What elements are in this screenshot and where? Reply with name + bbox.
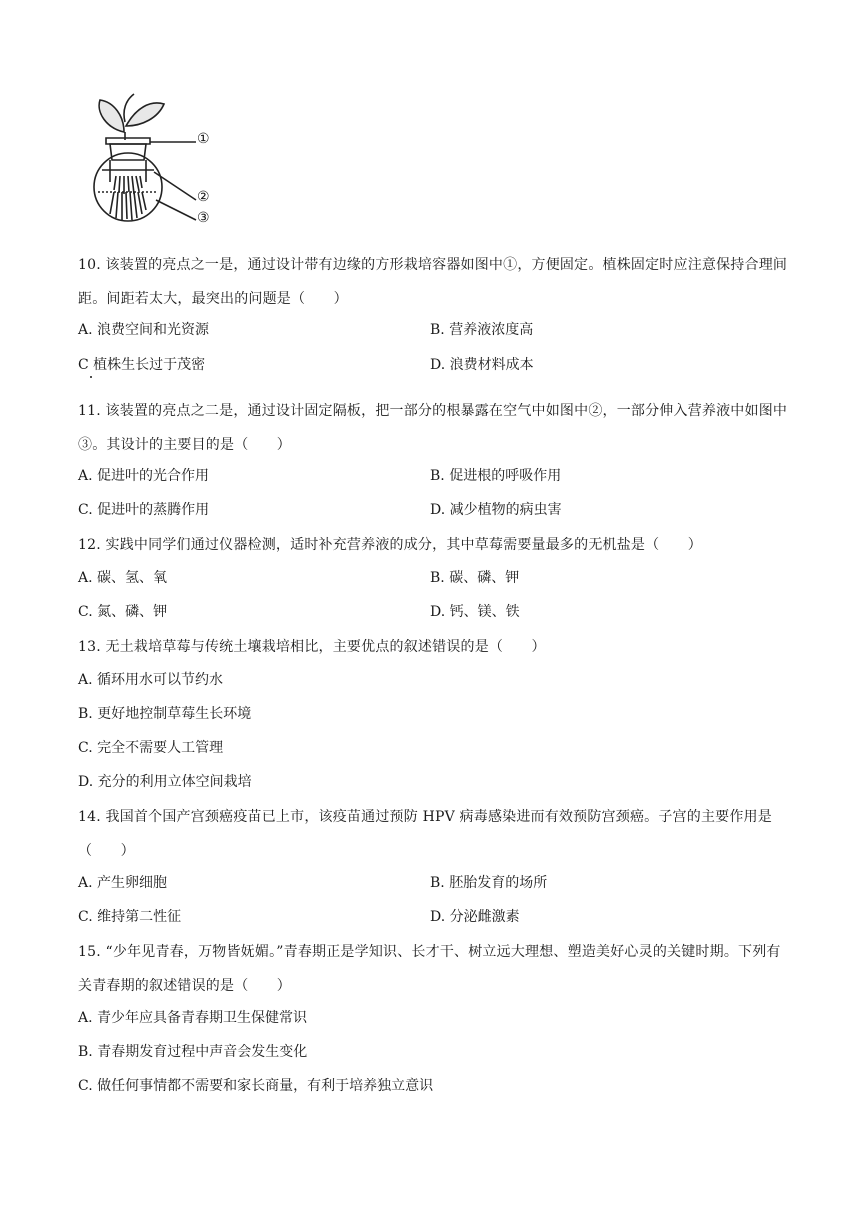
question-11-option-d: D. 减少植物的病虫害 xyxy=(430,502,562,518)
question-14-option-b: B. 胚胎发育的场所 xyxy=(430,875,548,891)
question-14-stem: 14. 我国首个国产宫颈癌疫苗已上市，该疫苗通过预防 HPV 病毒感染进而有效预防宫颈癌。子宫的主要作用是（ ） xyxy=(78,809,772,859)
question-13-option-a: A. 循环用水可以节约水 xyxy=(78,672,224,688)
question-13-option-c: C. 完全不需要人工管理 xyxy=(78,740,224,756)
question-15-option-a: A. 青少年应具备青春期卫生保健常识 xyxy=(78,1010,308,1026)
question-12-option-c: C. 氮、磷、钾 xyxy=(78,604,168,620)
question-12-option-d: D. 钙、镁、铁 xyxy=(430,604,520,620)
question-12-option-b: B. 碳、磷、钾 xyxy=(430,570,520,586)
question-10-stem: 10. 该装置的亮点之一是，通过设计带有边缘的方形栽培容器如图中①，方便固定。植株固定时应注意保持合理间距。间距若太大，最突出的问题是（ ） xyxy=(78,257,788,307)
question-15-option-b: B. 青春期发育过程中声音会发生变化 xyxy=(78,1044,308,1060)
question-11-option-c: C. 促进叶的蒸腾作用 xyxy=(78,502,210,518)
figure-label-1: ① xyxy=(197,131,210,147)
question-12-option-a: A. 碳、氢、氧 xyxy=(78,570,168,586)
question-13-option-b: B. 更好地控制草莓生长环境 xyxy=(78,706,252,722)
question-14-option-c: C. 维持第二性征 xyxy=(78,909,182,925)
question-15-stem: 15. “少年见青春，万物皆妩媚。”青春期正是学知识、长才干、树立远大理想、塑造美好心灵的关键时期。下列有关青春期的叙述错误的是（ ） xyxy=(78,944,781,994)
question-11-stem: 11. 该装置的亮点之二是，通过设计固定隔板，把一部分的根暴露在空气中如图中②，一部分伸入营养液中如图中③。其设计的主要目的是（ ） xyxy=(78,403,788,453)
question-14-option-a: A. 产生卵细胞 xyxy=(78,875,168,891)
question-11-option-a: A. 促进叶的光合作用 xyxy=(78,468,210,484)
question-12-stem: 12. 实践中同学们通过仪器检测，适时补充营养液的成分，其中草莓需要量最多的无机盐是（ ） xyxy=(78,537,702,553)
question-15-option-c: C. 做任何事情都不需要和家长商量，有利于培养独立意识 xyxy=(78,1078,434,1094)
question-13-option-d: D. 充分的利用立体空间栽培 xyxy=(78,774,252,790)
question-10-option-c: C 植株生长过于茂密 xyxy=(78,357,206,373)
question-13-stem: 13. 无土栽培草莓与传统土壤栽培相比，主要优点的叙述错误的是（ ） xyxy=(78,639,546,655)
question-10-option-b: B. 营养液浓度高 xyxy=(430,322,534,338)
question-10-option-d: D. 浪费材料成本 xyxy=(430,357,534,373)
figure-label-2: ② xyxy=(197,189,210,205)
stray-dot xyxy=(90,376,92,378)
figure-label-3: ③ xyxy=(197,210,210,226)
question-10-option-a: A. 浪费空间和光资源 xyxy=(78,322,210,338)
question-11-option-b: B. 促进根的呼吸作用 xyxy=(430,468,562,484)
question-14-option-d: D. 分泌雌激素 xyxy=(430,909,520,925)
